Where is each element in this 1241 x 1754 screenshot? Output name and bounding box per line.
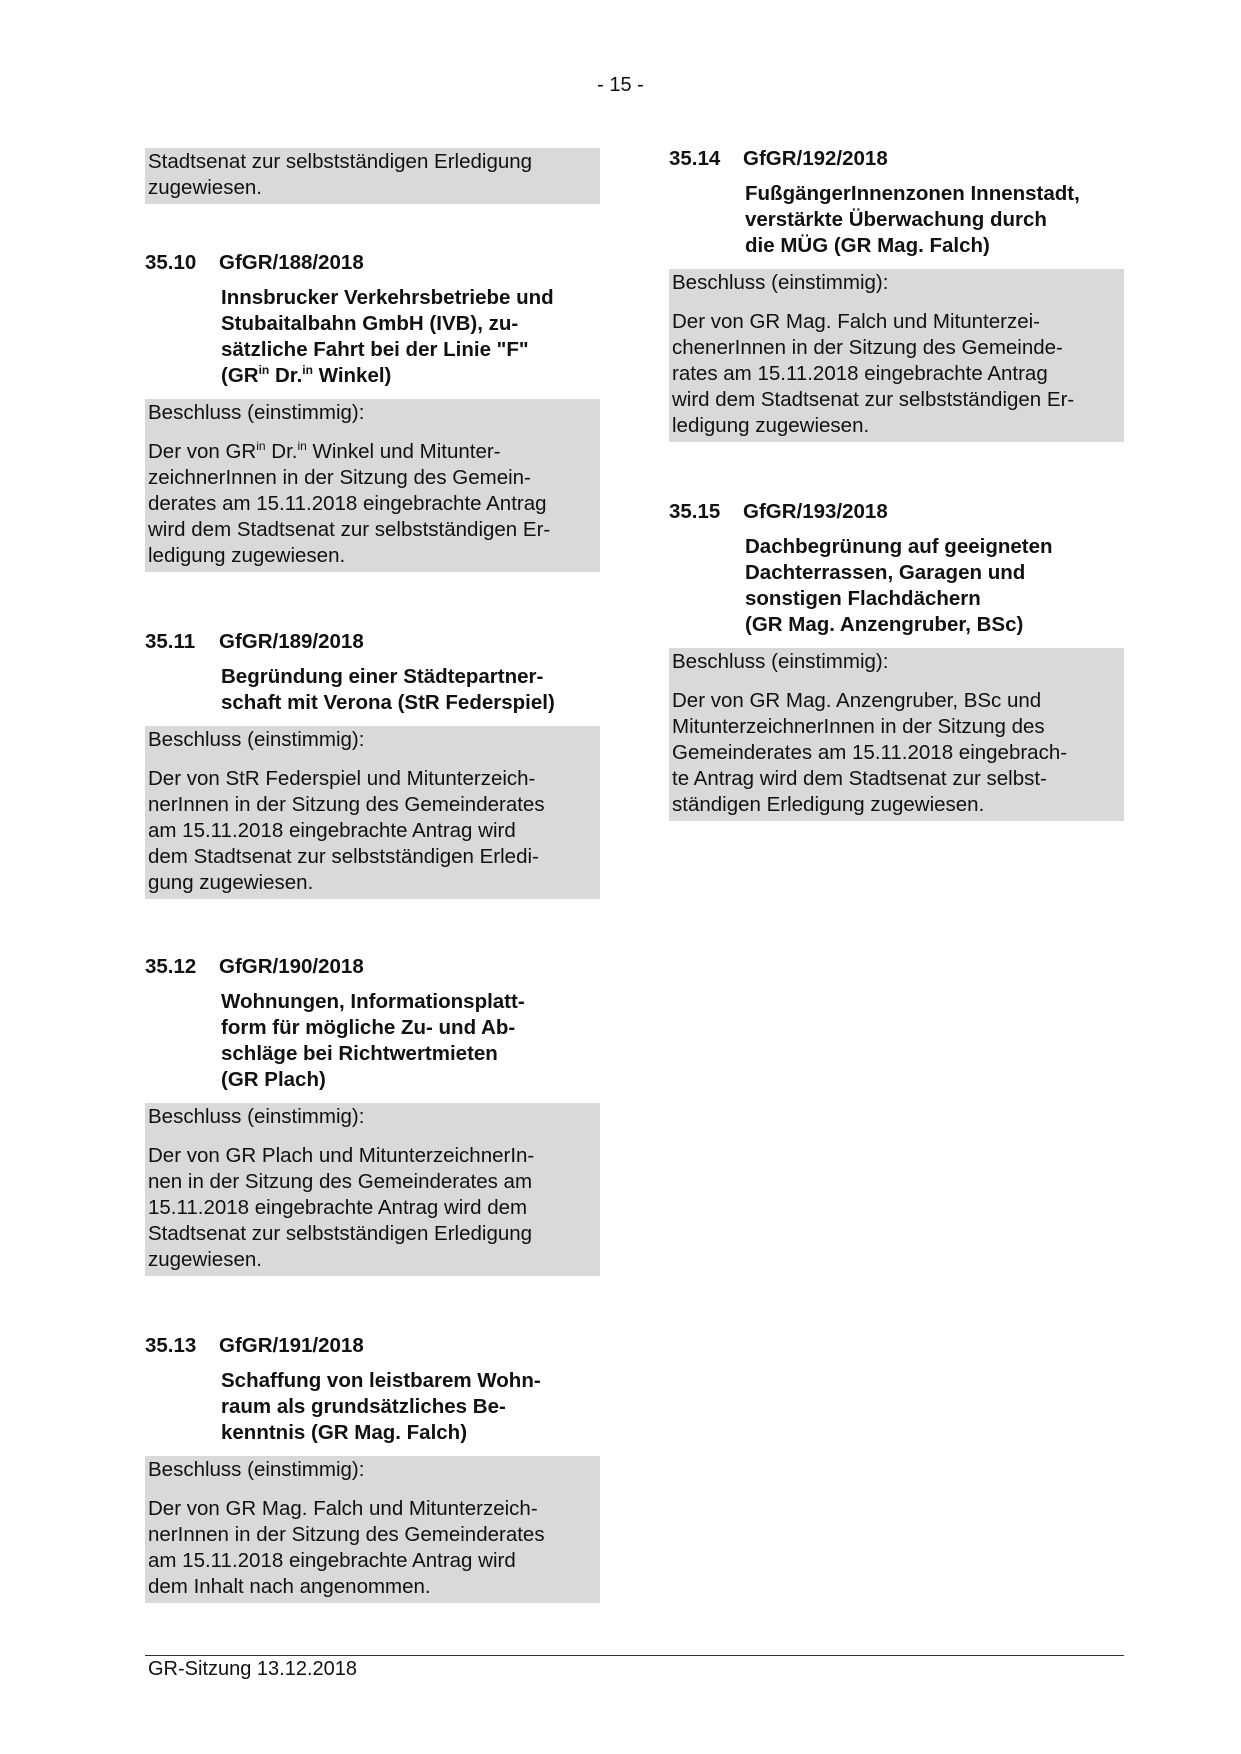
decision-box <box>145 1456 600 1603</box>
body-line: Der von StR Federspiel und Mitunterzeich- <box>148 767 536 790</box>
text-segment: Der von GR <box>148 440 257 463</box>
body-line: rates am 15.11.2018 eingebrachte Antrag <box>672 362 1048 385</box>
item-code: GfGR/190/2018 <box>219 955 364 978</box>
title-line: verstärkte Überwachung durch <box>745 208 1047 231</box>
body-line: nen in der Sitzung des Gemeinderates am <box>148 1170 533 1193</box>
title-line: (GR Plach) <box>221 1068 326 1091</box>
decision-box <box>145 399 600 572</box>
decision-label: Beschluss (einstimmig): <box>148 1458 365 1481</box>
decision-label: Beschluss (einstimmig): <box>148 728 365 751</box>
body-line: zeichnerInnen in der Sitzung des Gemein- <box>148 466 531 489</box>
title-line: Schaffung von leistbarem Wohn- <box>221 1369 541 1392</box>
body-line: Gemeinderates am 15.11.2018 eingebrach- <box>672 741 1068 764</box>
decision-box <box>669 269 1124 442</box>
item-heading <box>669 146 1124 172</box>
item-heading <box>145 1333 600 1359</box>
body-line: wird dem Stadtsenat zur selbstständigen Er- <box>148 518 551 541</box>
item-heading <box>145 250 600 276</box>
title-line: schaft mit Verona (StR Federspiel) <box>221 691 555 714</box>
body-line: Stadtsenat zur selbstständigen Erledigung <box>148 150 533 173</box>
decision-box <box>145 1103 600 1276</box>
item-title <box>145 285 600 389</box>
body-line: Der von GR Mag. Falch und Mitunterzeich- <box>148 1497 538 1520</box>
item-number: 35.12 <box>145 955 197 978</box>
agenda-item <box>145 629 600 899</box>
footer-divider <box>145 1655 1124 1656</box>
body-line: gung zugewiesen. <box>148 871 314 894</box>
body-line: zugewiesen. <box>148 176 262 199</box>
agenda-item <box>669 499 1124 821</box>
title-line <box>221 363 600 389</box>
decision-label: Beschluss (einstimmig): <box>148 401 365 424</box>
agenda-item <box>145 1333 600 1603</box>
body-line: MitunterzeichnerInnen in der Sitzung des <box>672 715 1045 738</box>
title-line: form für mögliche Zu- und Ab- <box>221 1016 516 1039</box>
item-code: GfGR/189/2018 <box>219 630 364 653</box>
agenda-item <box>145 250 600 572</box>
decision-label: Beschluss (einstimmig): <box>672 650 889 673</box>
body-line: derates am 15.11.2018 eingebrachte Antrag <box>148 492 547 515</box>
spacer <box>148 426 597 439</box>
body-line: dem Stadtsenat zur selbstständigen Erledi- <box>148 845 539 868</box>
item-code: GfGR/188/2018 <box>219 251 364 274</box>
item-code: GfGR/193/2018 <box>743 500 888 523</box>
text-segment: Winkel und Mitunter- <box>306 440 501 463</box>
item-heading <box>145 629 600 655</box>
body-line: nerInnen in der Sitzung des Gemeinderates <box>148 793 545 816</box>
item-heading <box>145 954 600 980</box>
title-line: die MÜG (GR Mag. Falch) <box>745 234 990 257</box>
decision-box <box>669 648 1124 821</box>
superscript: in <box>302 363 313 377</box>
title-line: FußgängerInnenzonen Innenstadt, <box>745 182 1080 205</box>
body-line: dem Inhalt nach angenommen. <box>148 1575 431 1598</box>
body-line: te Antrag wird dem Stadtsenat zur selbst- <box>672 767 1047 790</box>
continuation-block <box>145 148 600 204</box>
item-number: 35.11 <box>145 630 196 653</box>
item-title <box>145 664 600 716</box>
footer-text: GR-Sitzung 13.12.2018 <box>148 1658 358 1680</box>
item-number: 35.14 <box>669 147 721 170</box>
text-segment: (GR <box>221 364 259 387</box>
body-line: am 15.11.2018 eingebrachte Antrag wird <box>148 1549 516 1572</box>
title-line: sätzliche Fahrt bei der Linie "F" <box>221 338 529 361</box>
spacer <box>148 1130 597 1143</box>
title-line: kenntnis (GR Mag. Falch) <box>221 1421 468 1444</box>
spacer <box>148 753 597 766</box>
text-segment: Dr. <box>269 364 303 387</box>
text-segment: Dr. <box>265 440 298 463</box>
title-line: Begründung einer Städtepartner- <box>221 665 544 688</box>
decision-label: Beschluss (einstimmig): <box>148 1105 365 1128</box>
body-line: ledigung zugewiesen. <box>148 544 346 567</box>
spacer <box>672 296 1121 309</box>
item-title <box>669 534 1124 638</box>
title-line: Dachbegrünung auf geeigneten <box>745 535 1053 558</box>
text-segment: Winkel) <box>312 364 392 387</box>
decision-label: Beschluss (einstimmig): <box>672 271 889 294</box>
body-line: Der von GR Mag. Anzengruber, BSc und <box>672 689 1042 712</box>
body-line: nerInnen in der Sitzung des Gemeinderates <box>148 1523 545 1546</box>
decision-box <box>145 148 600 204</box>
body-line: ständigen Erledigung zugewiesen. <box>672 793 985 816</box>
title-line: schläge bei Richtwertmieten <box>221 1042 498 1065</box>
body-line <box>148 439 597 465</box>
agenda-item <box>669 146 1124 442</box>
title-line: sonstigen Flachdächern <box>745 587 981 610</box>
item-number: 35.13 <box>145 1334 197 1357</box>
title-line: raum als grundsätzliches Be- <box>221 1395 506 1418</box>
agenda-item <box>145 954 600 1276</box>
item-heading <box>669 499 1124 525</box>
title-line: Dachterrassen, Garagen und <box>745 561 1026 584</box>
item-title <box>145 989 600 1093</box>
body-line: 15.11.2018 eingebrachte Antrag wird dem <box>148 1196 528 1219</box>
body-line: Der von GR Mag. Falch und Mitunterzei- <box>672 310 1040 333</box>
item-code: GfGR/192/2018 <box>743 147 888 170</box>
superscript: in <box>297 439 307 453</box>
item-title <box>669 181 1124 259</box>
item-number: 35.10 <box>145 251 197 274</box>
title-line: Wohnungen, Informationsplatt- <box>221 990 525 1013</box>
body-line: wird dem Stadtsenat zur selbstständigen Er- <box>672 388 1075 411</box>
item-title <box>145 1368 600 1446</box>
body-line: Stadtsenat zur selbstständigen Erledigung <box>148 1222 533 1245</box>
title-line: Stubaitalbahn GmbH (IVB), zu- <box>221 312 519 335</box>
item-number: 35.15 <box>669 500 721 523</box>
title-line: (GR Mag. Anzengruber, BSc) <box>745 613 1024 636</box>
spacer <box>148 1483 597 1496</box>
title-line: Innsbrucker Verkehrsbetriebe und <box>221 286 554 309</box>
page-number: - 15 - <box>597 74 644 96</box>
body-line: zugewiesen. <box>148 1248 262 1271</box>
item-code: GfGR/191/2018 <box>219 1334 364 1357</box>
body-line: am 15.11.2018 eingebrachte Antrag wird <box>148 819 516 842</box>
decision-box <box>145 726 600 899</box>
body-line: Der von GR Plach und MitunterzeichnerIn- <box>148 1144 535 1167</box>
body-line: chenerInnen in der Sitzung des Gemeinde- <box>672 336 1063 359</box>
superscript: in <box>258 363 270 377</box>
body-line: ledigung zugewiesen. <box>672 414 870 437</box>
superscript: in <box>256 439 266 453</box>
spacer <box>672 675 1121 688</box>
